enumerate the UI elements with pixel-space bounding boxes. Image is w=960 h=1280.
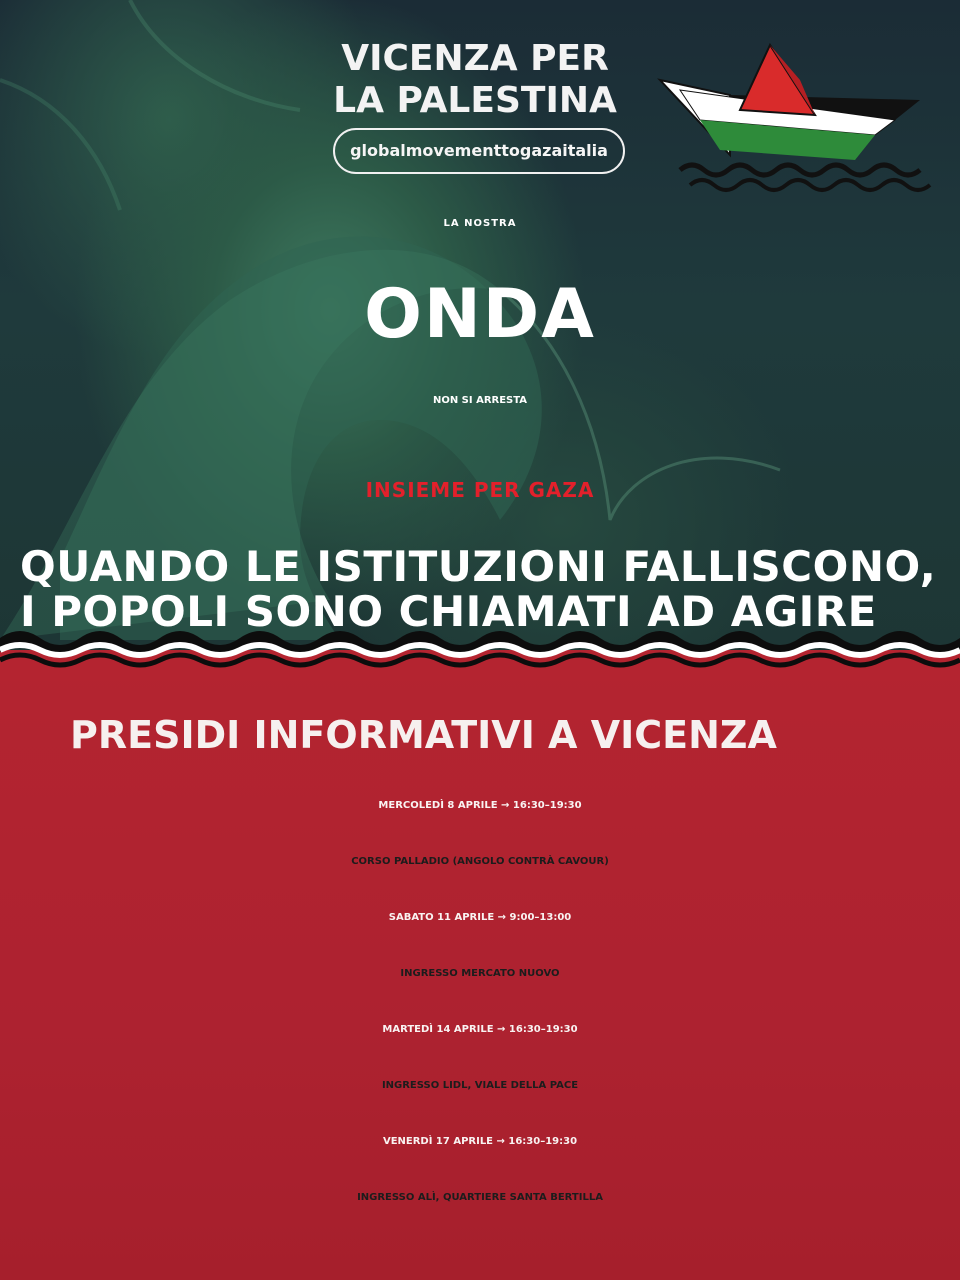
organizer-name — [300, 38, 650, 122]
headline-line2: ONDA — [364, 275, 596, 354]
event-1-location: CORSO PALLADIO (ANGOLO CONTRÀ CAVOUR) — [351, 856, 609, 867]
slogan: INSIEME PER GAZA — [365, 478, 595, 502]
events-heading: PRESIDI INFORMATIVI A VICENZA — [70, 713, 777, 757]
event-3-time: MARTEDÌ 14 APRILE → 16:30–19:30 — [382, 1024, 578, 1035]
call-to-action-line2: I POPOLI SONO CHIAMATI AD AGIRE — [20, 587, 877, 636]
headline-line3: NON SI ARRESTA — [432, 395, 528, 406]
organizer-name-line2: LA PALESTINA — [333, 80, 617, 121]
event-1-time: MERCOLEDÌ 8 APRILE → 16:30–19:30 — [378, 800, 582, 811]
event-3-location: INGRESSO LIDL, VIALE DELLA PACE — [381, 1080, 579, 1091]
event-2-time: SABATO 11 APRILE → 9:00–13:00 — [388, 912, 572, 923]
event-4-time: VENERDÌ 17 APRILE → 16:30–19:30 — [382, 1136, 578, 1147]
event-4-location: INGRESSO ALÌ, QUARTIERE SANTA BERTILLA — [357, 1192, 603, 1203]
social-handle-badge: globalmovementtogazaitalia — [333, 128, 625, 174]
wave-divider-icon — [0, 620, 960, 680]
headline-line1: LA NOSTRA — [443, 218, 517, 229]
organizer-name-line1: VICENZA PER — [341, 38, 609, 79]
call-to-action-line1: QUANDO LE ISTITUZIONI FALLISCONO, — [20, 542, 937, 591]
event-2-location: INGRESSO MERCATO NUOVO — [400, 968, 560, 979]
